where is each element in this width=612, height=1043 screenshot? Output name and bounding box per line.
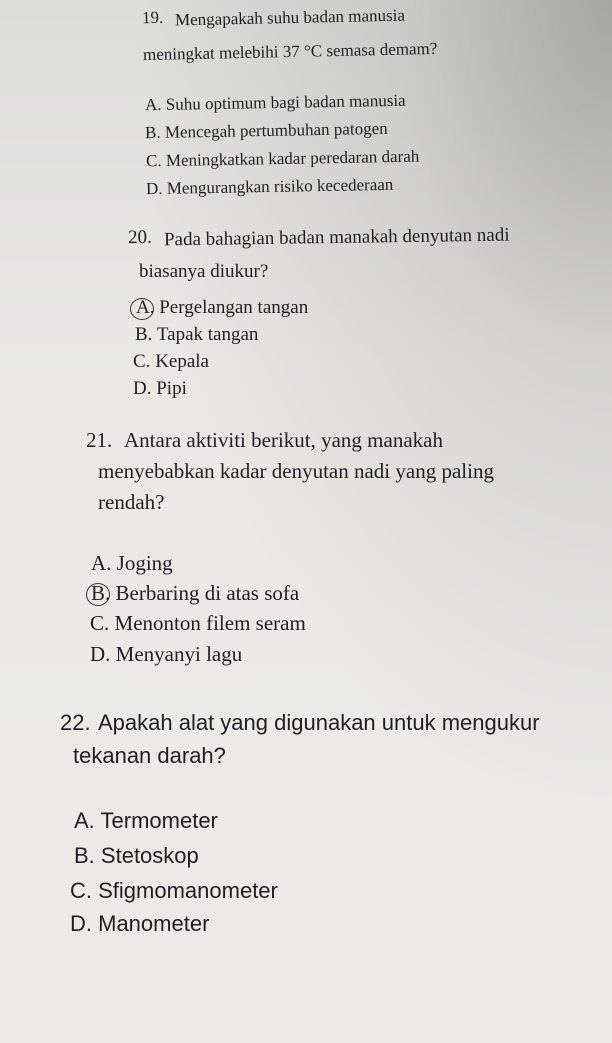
option-text: Termometer [100, 808, 218, 833]
option-letter: A. [74, 808, 95, 833]
option-b[interactable] [135, 325, 258, 344]
option-d[interactable] [146, 176, 394, 197]
option-text: Berbaring di atas sofa [115, 581, 300, 605]
option-text: Mencegah pertumbuhan patogen [164, 118, 388, 142]
question-number: 21. [86, 428, 113, 452]
option-letter: B. [144, 122, 161, 143]
option-d[interactable] [70, 913, 209, 935]
option-letter: D. [133, 378, 152, 399]
option-letter: C. [133, 351, 151, 372]
option-c[interactable] [70, 880, 278, 902]
option-c[interactable] [133, 352, 209, 371]
question-stem-line: meningkat melebihi 37 °C semasa demam? [142, 38, 438, 65]
option-c[interactable] [90, 613, 306, 634]
option-c[interactable] [146, 148, 420, 170]
option-b[interactable] [145, 120, 388, 141]
option-letter: B. [91, 581, 111, 605]
option-letter: A. [136, 297, 155, 318]
option-letter: D. [145, 178, 163, 199]
option-text: Stetoskop [100, 843, 199, 868]
option-text: Manometer [98, 911, 210, 936]
option-letter: C. [145, 151, 162, 171]
question-stem-line: menyebabkan kadar denyutan nadi yang paling [98, 459, 494, 483]
question-stem-line: Antara aktiviti berikut, yang manakah [124, 428, 443, 452]
option-d[interactable] [90, 644, 242, 665]
option-letter: B. [135, 324, 153, 345]
option-text: Pergelangan tangan [159, 297, 309, 318]
question-number: 22. [60, 710, 91, 735]
option-letter: C. [90, 611, 110, 635]
option-b[interactable] [91, 583, 299, 604]
question-stem-line: Apakah alat yang digunakan untuk mengukur [98, 710, 540, 735]
question-stem-line: rendah? [98, 490, 165, 514]
option-letter: D. [90, 642, 111, 666]
option-a[interactable] [145, 92, 406, 114]
option-letter: A. [144, 94, 162, 115]
option-text: Mengurangkan risiko kecederaan [166, 174, 394, 198]
option-text: Kepala [155, 351, 209, 372]
option-letter: D. [70, 911, 92, 936]
option-letter: C. [70, 878, 92, 903]
option-a[interactable] [74, 810, 218, 832]
question-number: 19. [141, 7, 164, 28]
option-b[interactable] [74, 845, 199, 867]
option-text: Menonton filem seram [114, 611, 306, 635]
option-text: Sfigmomanometer [98, 878, 278, 903]
question-stem-line: tekanan darah? [73, 743, 226, 768]
question-stem-line: Pada bahagian badan manakah denyutan nadi [163, 224, 510, 251]
option-letter: A. [91, 551, 112, 575]
option-a[interactable] [91, 553, 173, 574]
question-stem-line: Mengapakah suhu badan manusia [174, 5, 406, 30]
option-letter: B. [74, 843, 95, 868]
option-text: Suhu optimum bagi badan manusia [165, 90, 406, 114]
option-text: Pipi [156, 378, 187, 399]
option-d[interactable] [133, 379, 187, 398]
option-text: Menyanyi lagu [115, 642, 243, 666]
question-stem-line: biasanya diukur? [139, 261, 269, 282]
option-text: Joging [116, 551, 173, 575]
option-text: Meningkatkan kadar peredaran darah [165, 146, 420, 171]
question-number: 20. [127, 226, 152, 249]
option-text: Tapak tangan [156, 324, 259, 345]
option-a[interactable] [136, 298, 308, 317]
